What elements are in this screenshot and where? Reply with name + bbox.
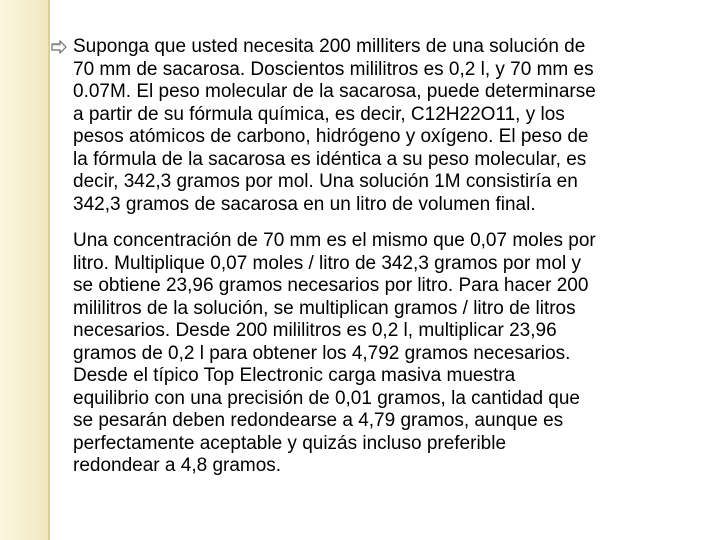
paragraph-1-line: 70 mm de sacarosa. Doscientos mililitros es 0,2 l, y 70 mm es [73,58,594,80]
paragraph-1-line: 342,3 gramos de sacarosa en un litro de volumen final. [73,193,536,215]
paragraph-2-line: gramos de 0,2 l para obtener los 4,792 gramos necesarios. [73,342,571,364]
paragraph-2-line: Desde el típico Top Electronic carga masiva muestra [73,365,516,386]
paragraph-2-line: equilibrio con una precisión de 0,01 gramos, la cantidad que [73,387,580,409]
paragraph-2 [73,230,713,478]
paragraph-1-line: pesos atómicos de carbono, hidrógeno y oxígeno. El peso de [73,126,589,147]
paragraph-2-line: mililitros de la solución, se multiplican gramos / litro de litros [73,297,576,319]
decorative-left-band [0,0,48,540]
paragraph-1-line: 0.07M. El peso molecular de la sacarosa, puede determinarse [73,81,596,102]
slide-body [73,36,713,478]
paragraph-2-line: se obtiene 23,96 gramos necesarios por litro. Para hacer 200 [73,275,589,296]
paragraph-2-line: Una concentración de 70 mm es el mismo que 0,07 moles por [73,230,596,251]
paragraph-2-line: se pesarán deben redondearse a 4,79 gramos, aunque es [73,410,564,431]
paragraph-2-line: litro. Multiplique 0,07 moles / litro de 342,3 gramos por mol y [73,252,581,274]
paragraph-2-line: redondear a 4,8 gramos. [73,455,282,476]
paragraph-1 [73,36,713,216]
decorative-band-divider [48,0,50,540]
hollow-arrow-bullet-icon [51,40,67,54]
paragraph-2-line: perfectamente aceptable y quizás incluso preferible [73,432,507,454]
paragraph-2-line: necesarios. Desde 200 mililitros es 0,2 l, multiplicar 23,96 [73,320,557,341]
paragraph-1-line: Suponga que usted necesita 200 milliters de una solución de [73,36,586,57]
paragraph-1-line: decir, 342,3 gramos por mol. Una solución 1M consistiría en [73,171,578,192]
paragraph-1-line: a partir de su fórmula química, es decir, C12H22O11, y los [73,103,565,125]
paragraph-1-line: la fórmula de la sacarosa es idéntica a su peso molecular, es [73,148,587,170]
